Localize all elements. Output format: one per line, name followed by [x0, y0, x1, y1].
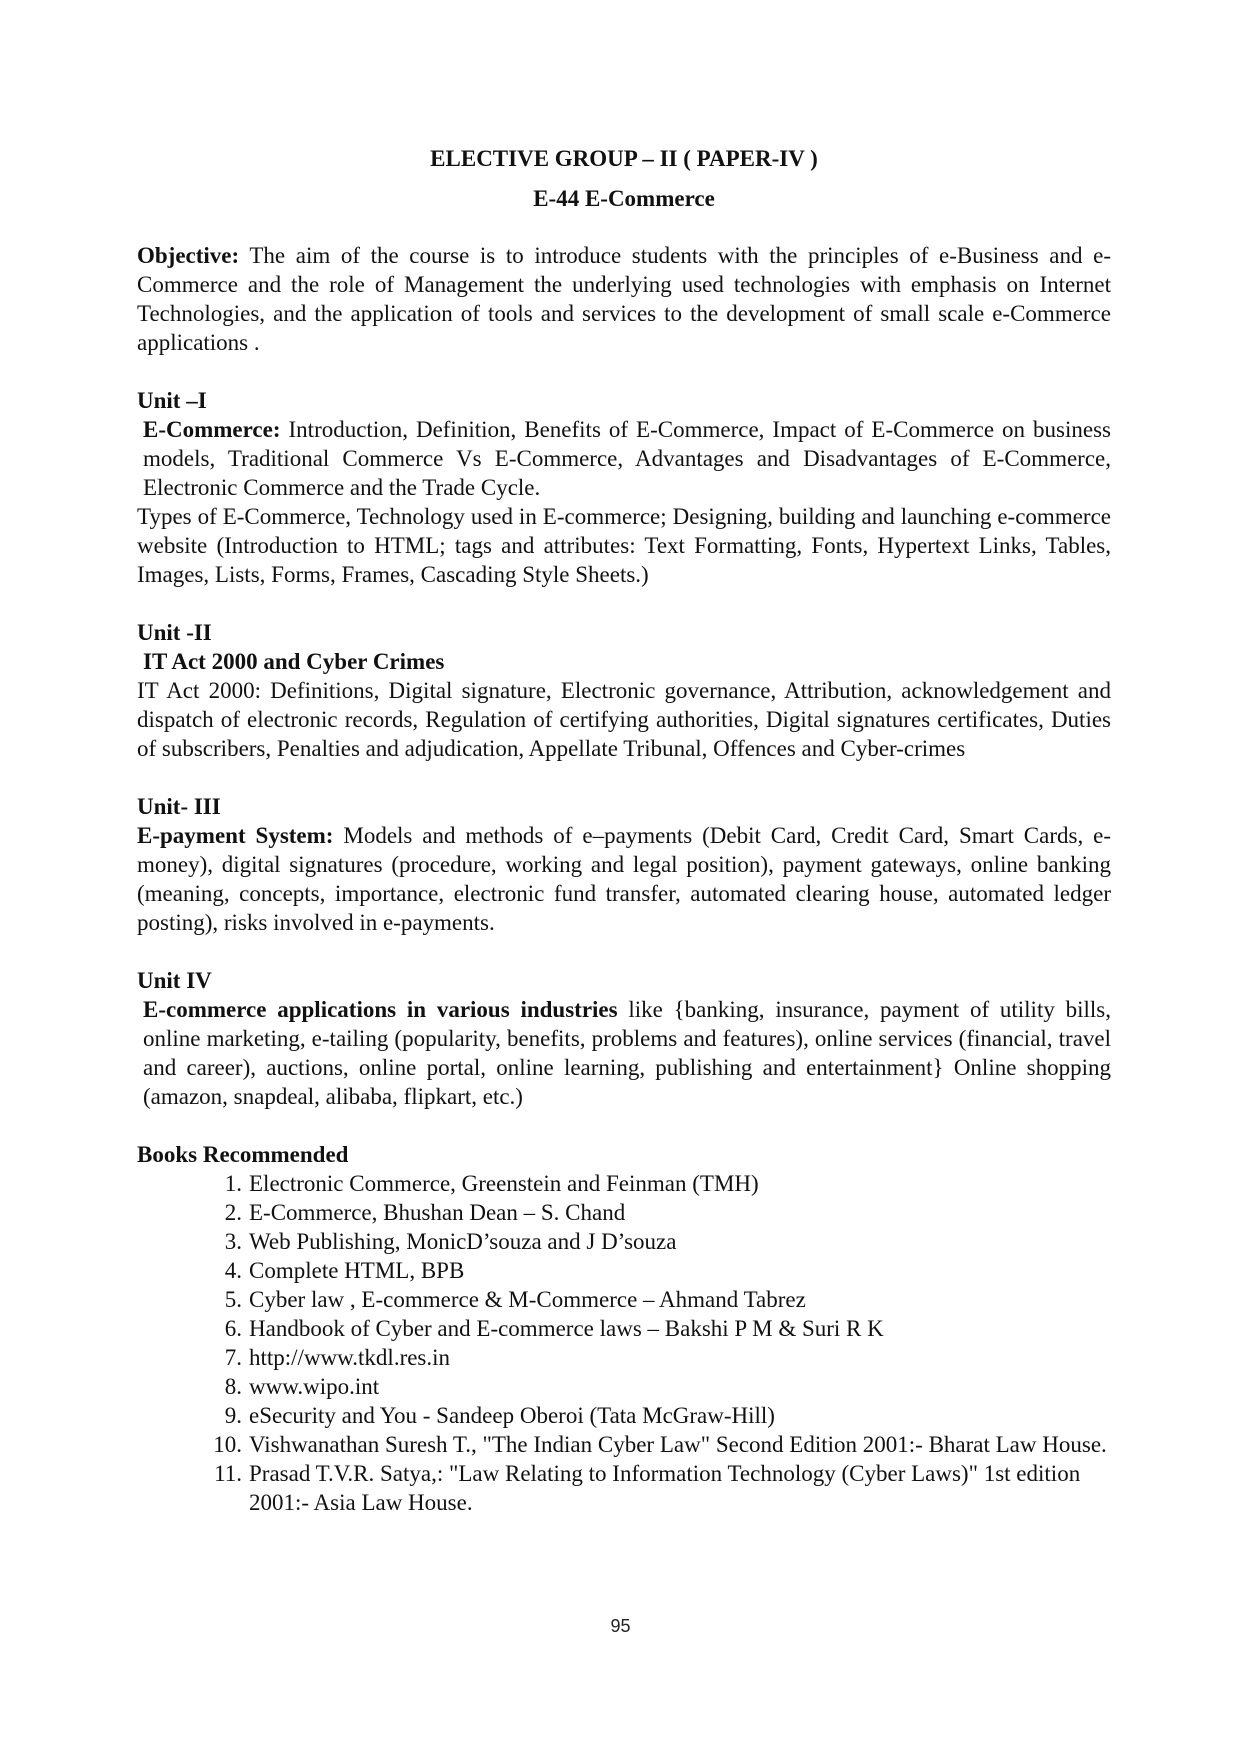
book-item: [137, 1256, 1111, 1285]
book-number: 5.: [224, 1287, 242, 1312]
objective-label: Objective:: [137, 243, 240, 268]
book-item: [137, 1372, 1111, 1401]
unit-1-paragraph-2: Types of E-Commerce, Technology used in E-commerce; Designing, building and launching e-commerce website (Introduction to HTML; tags and attributes: Text Formatting, Fonts, Hypertext Links, Tables, Images, Lists, Forms, Frames, Cascading Style Sheets.): [137, 504, 1111, 587]
book-item: [137, 1401, 1111, 1430]
group-heading: ELECTIVE GROUP – II ( PAPER-IV ): [430, 146, 818, 171]
book-text: Prasad T.V.R. Satya,: "Law Relating to Information Technology (Cyber Laws)" 1st edition 2001:- Asia Law House.: [249, 1461, 1081, 1515]
book-number: 9.: [224, 1403, 242, 1428]
book-text: Complete HTML, BPB: [249, 1258, 465, 1283]
book-number: 10.: [213, 1432, 242, 1457]
book-text: eSecurity and You - Sandeep Oberoi (Tata McGraw-Hill): [249, 1403, 775, 1428]
page-content: [137, 144, 1111, 1517]
unit-3-section: [137, 792, 1111, 937]
book-item: [137, 1285, 1111, 1314]
unit-4-text: like {banking, insurance, payment of utility bills, online marketing, e-tailing (popularity, benefits, problems and features), online services (financial, travel and career), auctions, online portal, online learning, publishing and entertainment} Online shopping (amazon, snapdeal, alibaba, flipkart, etc.): [143, 997, 1111, 1109]
book-number: 2.: [224, 1200, 242, 1225]
unit-2-title: Unit -II: [137, 620, 212, 645]
unit-1-title: Unit –I: [137, 388, 207, 413]
unit-4-lead: E-commerce applications in various industries: [143, 997, 618, 1022]
book-text: E-Commerce, Bhushan Dean – S. Chand: [249, 1200, 626, 1225]
course-heading: E-44 E-Commerce: [533, 186, 715, 211]
page-number: 95: [610, 1616, 631, 1636]
unit-3-paragraph: [137, 821, 1111, 937]
unit-2-subtitle: IT Act 2000 and Cyber Crimes: [143, 649, 445, 674]
books-title: Books Recommended: [137, 1142, 349, 1167]
unit-1-section: [137, 386, 1111, 589]
objective-paragraph: [137, 241, 1111, 357]
unit-1-lead: E-Commerce:: [143, 417, 281, 442]
books-section: [137, 1140, 1111, 1517]
book-item: [137, 1227, 1111, 1256]
book-text: Electronic Commerce, Greenstein and Feinman (TMH): [249, 1171, 759, 1196]
book-number: 3.: [224, 1229, 242, 1254]
unit-1-paragraph: [137, 415, 1111, 502]
book-item: [137, 1459, 1111, 1517]
book-item: [137, 1198, 1111, 1227]
book-text: Web Publishing, MonicD’souza and J D’souza: [249, 1229, 677, 1254]
book-item: [137, 1430, 1111, 1459]
unit-2-paragraph: IT Act 2000: Definitions, Digital signature, Electronic governance, Attribution, acknowledgement and dispatch of electronic records, Regulation of certifying authorities, Digital signatures certificates, Duties of subscribers, Penalties and adjudication, Appellate Tribunal, Offences and Cyber-crimes: [137, 678, 1111, 761]
unit-4-paragraph: [137, 995, 1111, 1111]
objective-text: The aim of the course is to introduce students with the principles of e-Business and e-Commerce and the role of Management the underlying used technologies with emphasis on Internet Technologies, and the application of tools and services to the development of small scale e-Commerce applications .: [137, 243, 1111, 355]
book-item: [137, 1343, 1111, 1372]
book-item: [137, 1314, 1111, 1343]
unit-4-section: [137, 966, 1111, 1111]
book-number: 11.: [214, 1461, 242, 1486]
book-text: www.wipo.int: [249, 1374, 380, 1399]
book-text: http://www.tkdl.res.in: [249, 1345, 451, 1370]
book-number: 8.: [224, 1374, 242, 1399]
book-text: Vishwanathan Suresh T., "The Indian Cyber Law" Second Edition 2001:- Bharat Law House.: [249, 1432, 1107, 1457]
unit-3-text: Models and methods of e–payments (Debit Card, Credit Card, Smart Cards, e-money), digital signatures (procedure, working and legal position), payment gateways, online banking (meaning, concepts, importance, electronic fund transfer, automated clearing house, automated ledger posting), risks involved in e-payments.: [137, 823, 1112, 935]
book-item: [137, 1169, 1111, 1198]
book-number: 1.: [224, 1171, 242, 1196]
book-text: Handbook of Cyber and E-commerce laws – Bakshi P M & Suri R K: [249, 1316, 884, 1341]
book-text: Cyber law , E-commerce & M-Commerce – Ahmand Tabrez: [249, 1287, 806, 1312]
unit-3-lead: E-payment System:: [137, 823, 334, 848]
unit-2-section: [137, 618, 1111, 763]
unit-3-title: Unit- III: [137, 794, 221, 819]
book-number: 6.: [224, 1316, 242, 1341]
books-list: [137, 1169, 1111, 1517]
book-number: 7.: [224, 1345, 242, 1370]
book-number: 4.: [224, 1258, 242, 1283]
unit-4-title: Unit IV: [137, 968, 212, 993]
unit-1-text: Introduction, Definition, Benefits of E-Commerce, Impact of E-Commerce on business models, Traditional Commerce Vs E-Commerce, Advantages and Disadvantages of E-Commerce, Electronic Commerce and the Trade Cycle.: [143, 417, 1111, 500]
